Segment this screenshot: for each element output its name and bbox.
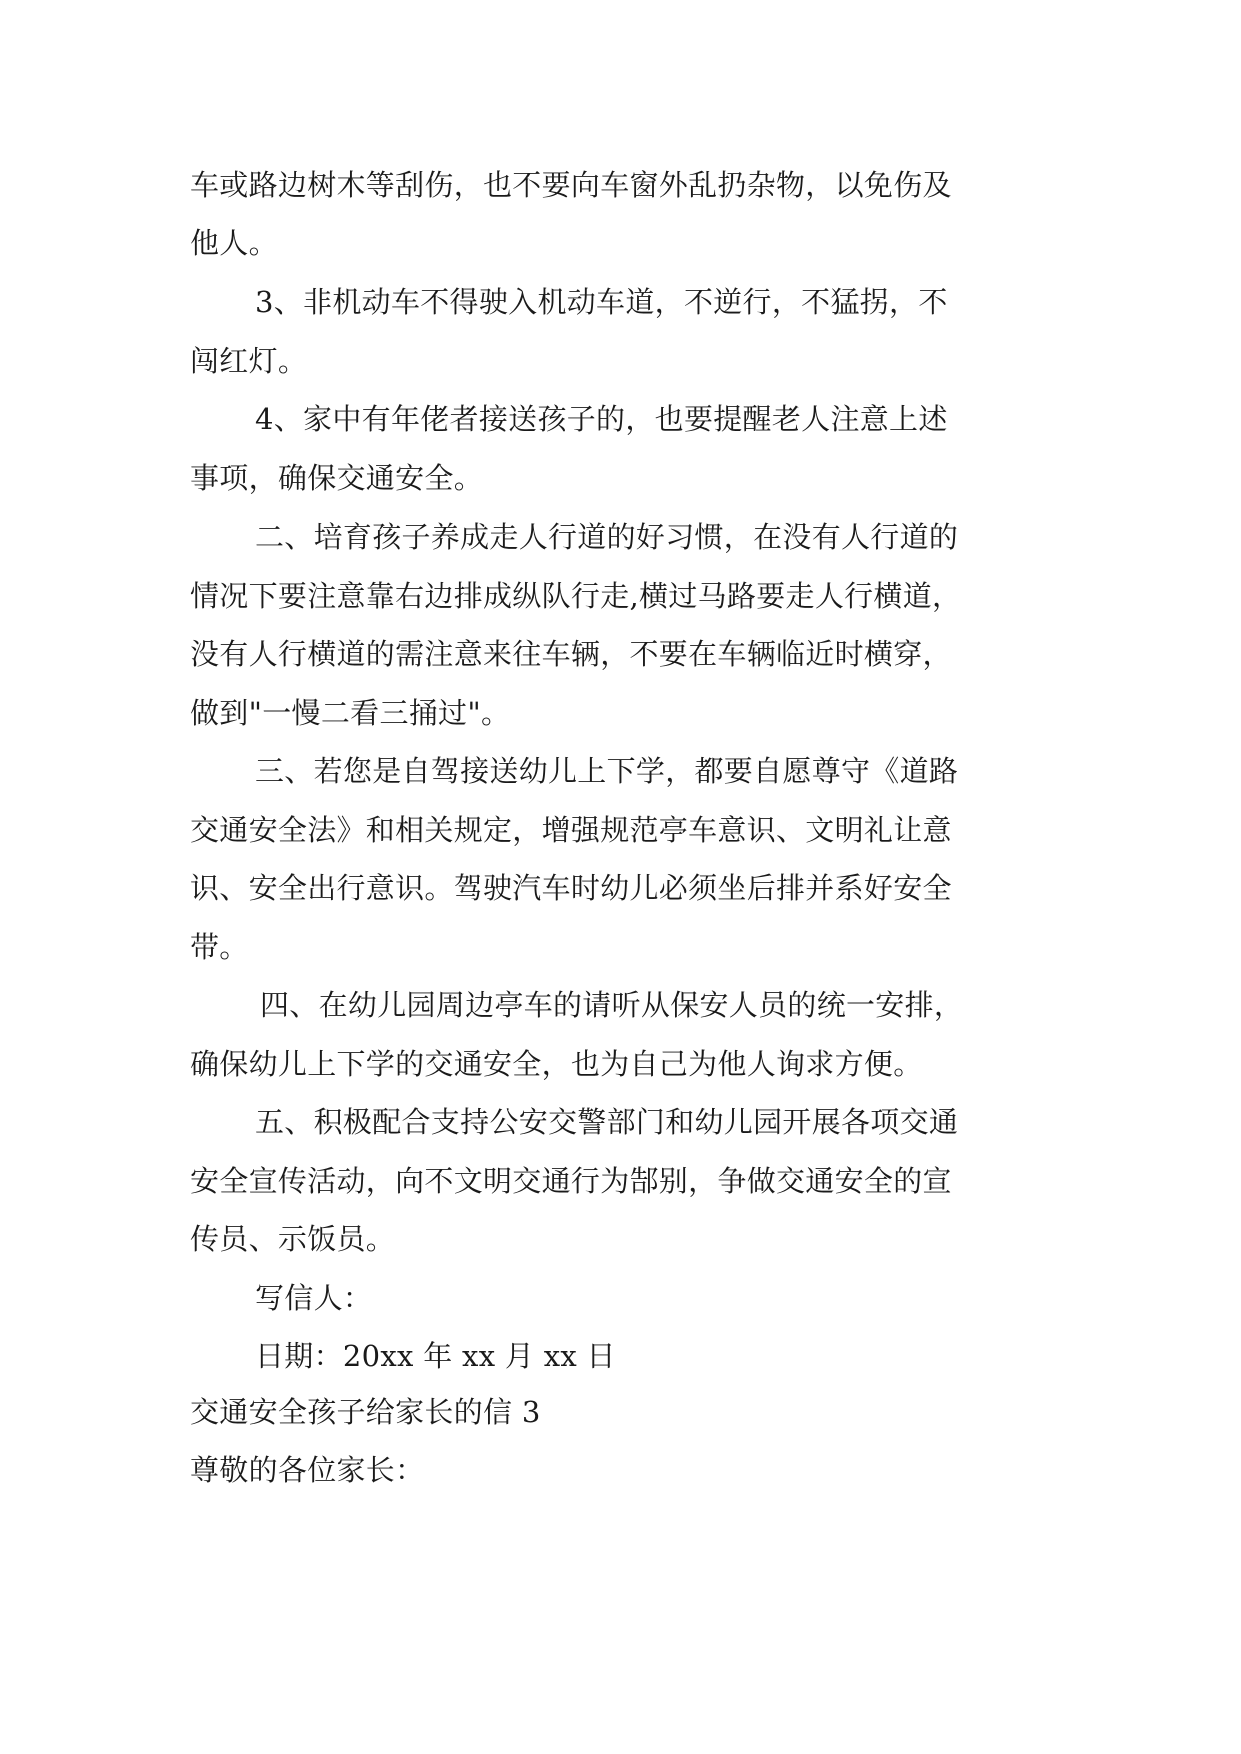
- letter-salutation: 尊敬的各位家长：: [190, 1453, 425, 1487]
- paragraph-line: 三、若您是自驾接送幼儿上下学，都要自愿尊守《道路: [255, 754, 959, 788]
- paragraph-line: 做到"一慢二看三捅过"。: [190, 696, 511, 730]
- paragraph-line: 交通安全法》和相关规定，增强规范亭车意识、文明礼让意: [190, 813, 952, 847]
- paragraph-line: 传员、示饭员。: [190, 1222, 396, 1256]
- letter-writer-label: 写信人：: [255, 1281, 373, 1315]
- paragraph-line: 确保幼儿上下学的交通安全，也为自己为他人询求方便。: [190, 1047, 923, 1081]
- paragraph-line: 车或路边树木等刮伤，也不要向车窗外乱扔杂物，以免伤及: [190, 168, 952, 202]
- paragraph-line: 3、非机动车不得驶入机动车道，不逆行，不猛拐，不: [255, 285, 948, 319]
- paragraph-line: 情况下要注意靠右边排成纵队行走,横过马路要走人行横道，: [190, 579, 962, 613]
- paragraph-line: 带。: [190, 930, 249, 964]
- paragraph-line: 事项，确保交通安全。: [190, 461, 484, 495]
- paragraph-line: 四、在幼儿园周边亭车的请听从保安人员的统一安排，: [260, 988, 964, 1022]
- paragraph-line: 安全宣传活动，向不文明交通行为郜别，争做交通安全的宣: [190, 1164, 952, 1198]
- paragraph-line: 二、培育孩子养成走人行道的好习惯，在没有人行道的: [255, 520, 959, 554]
- paragraph-line: 识、安全出行意识。驾驶汽车时幼儿必须坐后排并系好安全: [190, 871, 952, 905]
- paragraph-line: 他人。: [190, 226, 278, 260]
- letter-title: 交通安全孩子给家长的信 3: [190, 1395, 541, 1429]
- letter-date: 日期：20xx 年 xx 月 xx 日: [255, 1339, 616, 1373]
- paragraph-line: 闯红灯。: [190, 344, 308, 378]
- paragraph-line: 没有人行横道的需注意来往车辆，不要在车辆临近时横穿，: [190, 637, 952, 671]
- paragraph-line: 五、积极配合支持公安交警部门和幼儿园开展各项交通: [255, 1105, 959, 1139]
- paragraph-line: 4、家中有年佬者接送孩子的，也要提醒老人注意上述: [255, 402, 948, 436]
